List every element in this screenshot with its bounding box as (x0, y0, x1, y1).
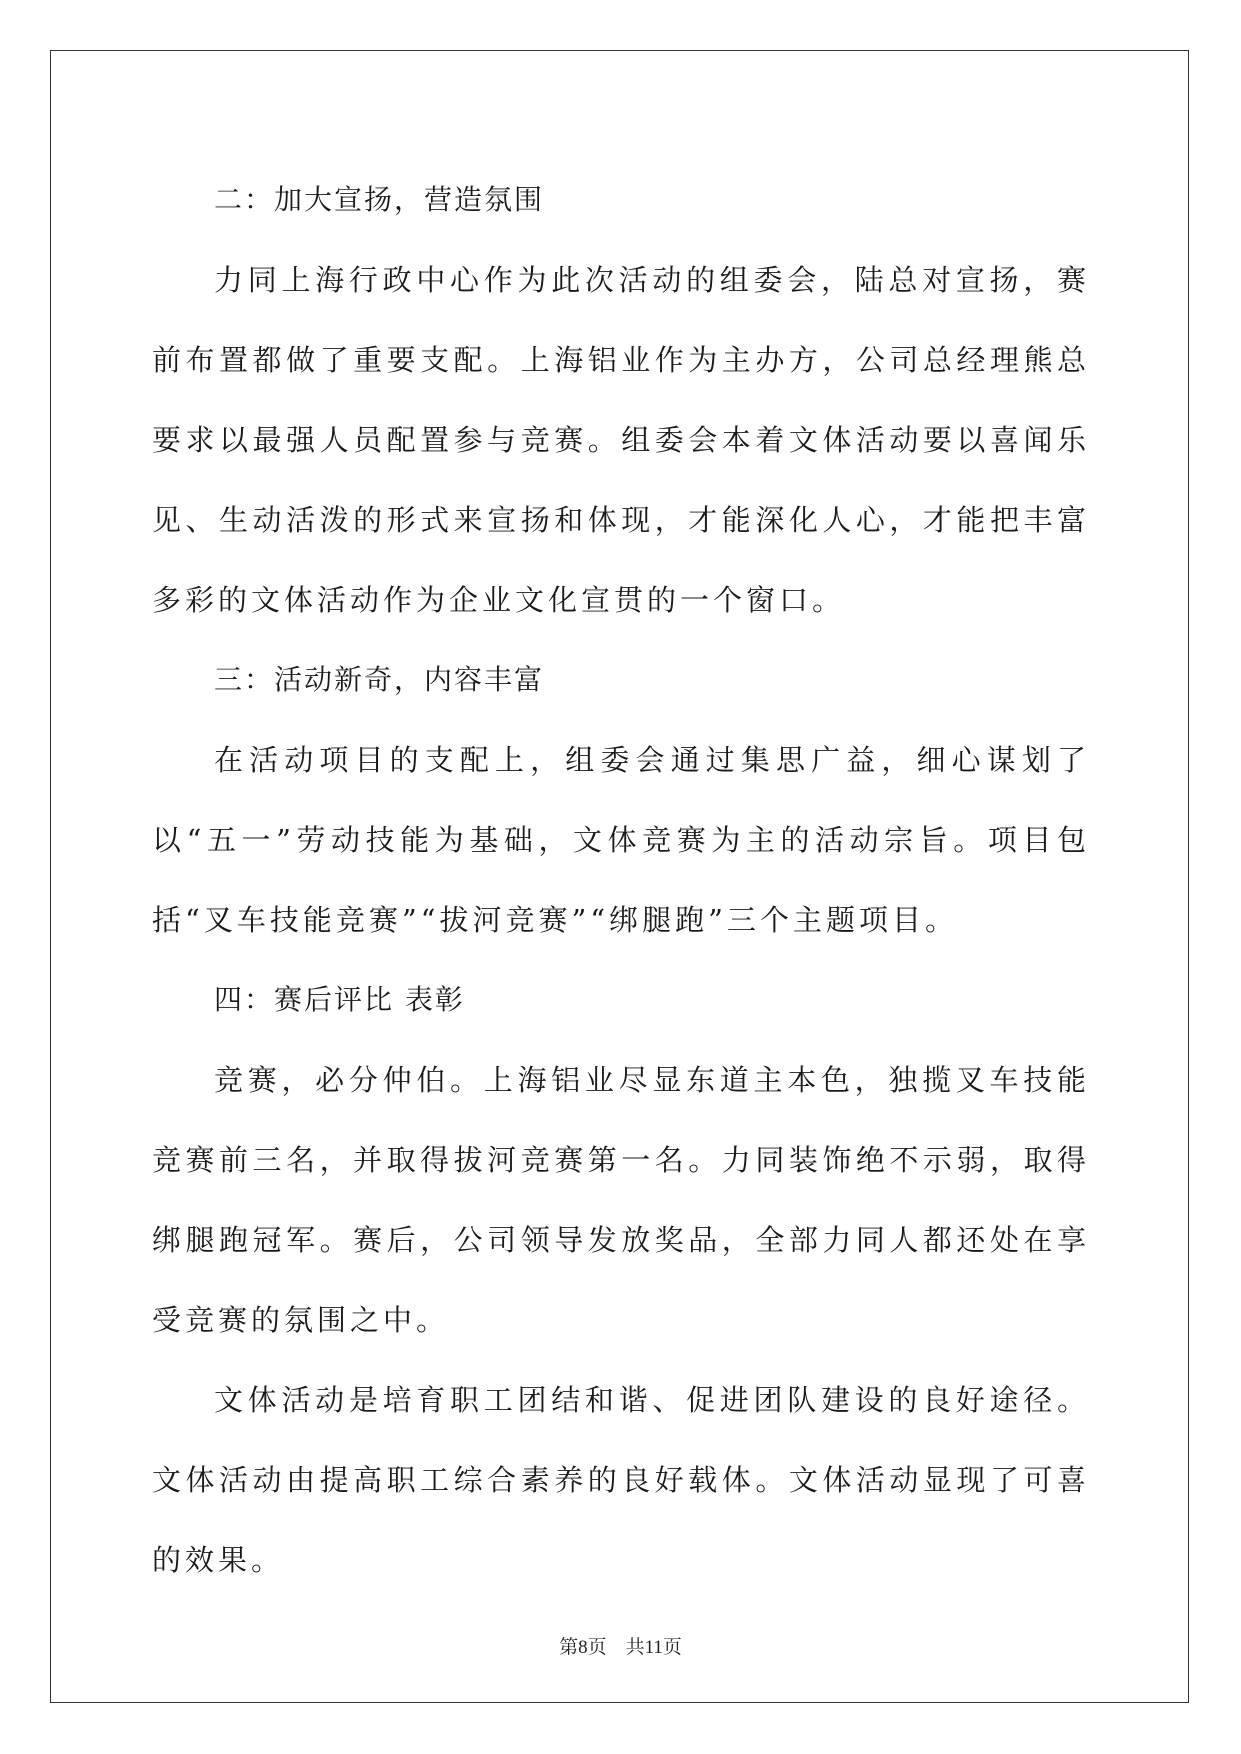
page-footer (0, 1632, 1241, 1659)
section-4-paragraph-2: 文体活动是培育职工团结和谐、促进团队建设的良好途径。文体活动由提高职工综合素养的良好载体。文体活动显现了可喜的效果。 (152, 1383, 1090, 1577)
page-total: 共11页 (625, 1637, 682, 1658)
section-heading-4: 四：赛后评比 表彰 (214, 983, 465, 1016)
section-3-paragraph-1: 在活动项目的支配上，组委会通过集思广益，细心谋划了以“五一”劳动技能为基础，文体竞赛为主的活动宗旨。项目包括“叉车技能竞赛”“拔河竞赛”“绑腿跑”三个主题项目。 (152, 743, 1090, 937)
section-heading-3: 三：活动新奇，内容丰富 (214, 663, 545, 696)
page-number: 第8页 (559, 1637, 607, 1658)
section-4-paragraph-1: 竞赛，必分仲伯。上海铝业尽显东道主本色，独揽叉车技能竞赛前三名，并取得拔河竞赛第一名。力同装饰绝不示弱，取得绑腿跑冠军。赛后，公司领导发放奖品，全部力同人都还处在享受竞赛的氛围之中。 (152, 1063, 1090, 1337)
section-heading-2: 二：加大宣扬，营造氛围 (214, 183, 545, 216)
section-2-paragraph-1: 力同上海行政中心作为此次活动的组委会，陆总对宣扬，赛前布置都做了重要支配。上海铝业作为主办方，公司总经理熊总要求以最强人员配置参与竞赛。组委会本着文体活动要以喜闻乐见、生动活泼的形式来宣扬和体现，才能深化人心，才能把丰富多彩的文体活动作为企业文化宣贯的一个窗口。 (152, 263, 1090, 617)
document-body (152, 160, 1090, 1600)
